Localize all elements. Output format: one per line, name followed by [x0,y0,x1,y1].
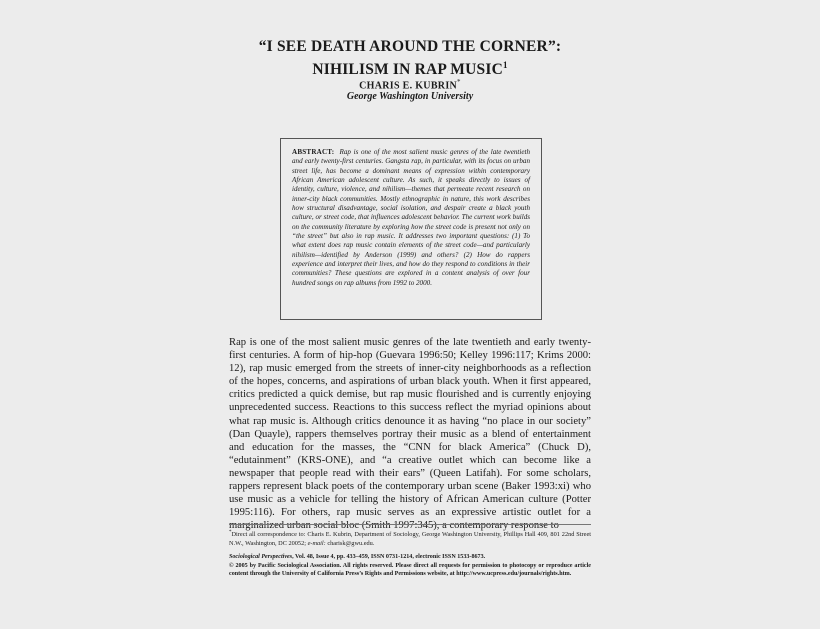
title-line-2 [200,56,620,79]
publication-info [229,553,591,579]
email-address: charisk@gwu.edu. [327,539,375,547]
journal-name: Sociological Perspectives [229,554,293,560]
title-line-1: “I SEE DEATH AROUND THE CORNER”: [258,38,562,55]
footnote-marker: * [229,530,232,535]
title-line-2-text: NIHILISM IN RAP MUSIC [312,61,503,79]
author-affiliation: George Washington University [346,91,474,102]
abstract-label: ABSTRACT: [292,148,335,156]
footnote-divider [229,524,591,525]
author-name [250,78,570,91]
correspondence-footnote [229,529,591,549]
abstract-box [280,138,542,320]
title-footnote-marker: 1 [502,60,508,70]
copyright-notice: © 2005 by Pacific Sociological Association. All rights reserved. Please direct all requests for permission to photocopy or reproduce article content through the University of California Press’s Rights and Permissions website, at http://www.ucpress.edu/journals/rights.htm. [229,562,591,578]
abstract-text [292,148,530,288]
author-name-text: CHARIS E. KUBRIN [359,80,458,92]
journal-citation: , Vol. 48, Issue 4, pp. 433–459, ISSN 0731-1214, electronic ISSN 1533-8673. [292,554,486,560]
abstract-body: Rap is one of the most salient music genres of the late twentieth and early twenty-first centuries. Gangsta rap, in particular, with its focus on urban street life, has become a dominant means of expression within contemporary African American adolescent culture. As such, it speaks directly to issues of identity, culture, violence, and nihilism—themes that permeate recent research on inner-city black communities. Mostly ethnographic in nature, this work describes how structural disadvantage, social isolation, and despair create a black youth culture, or street code, that influences adolescent behavior. The current work builds on the community literature by exploring how the street code is present not only on “the street” but also in rap music. It addresses two important questions: (1) To what extent does rap music contain elements of the street code—and particularly nihilism—identified by Anderson (1999) and others? (2) How do rappers experience and interpret their lives, and how do they respond to conditions in their communities? These questions are explored in a content analysis of over four hundred songs on rap albums from 1992 to 2000. [292,148,531,287]
email-label: e-mail: [307,539,326,547]
footnote-text: Direct all correspondence to: Charis E. Kubrin, Department of Sociology, George Washington University, Phillips Hall 409, 801 22nd Street N.W., Washington, DC 20052; [229,531,591,547]
article-title [200,38,620,79]
author-footnote-marker: * [457,78,461,86]
body-paragraph: Rap is one of the most salient music genres of the late twentieth and early twenty-first centuries. A form of hip-hop (Guevara 1996:50; Kelley 1996:117; Krims 2000: 12), rap music emerged from the streets of inner-city neighborhoods as a reflection of the hopes, concerns, and aspirations of urban black youth. When it first appeared, critics predicted a quick demise, but rap music flourished and is currently enjoying unprecedented success. Reactions to this success reflect the myriad opinions about what rap music is. Although critics denounce it as having “no place in our society” (Dan Quayle), rappers themselves portray their music as a blend of entertainment and education for the masses, the “CNN for black America” (Chuck D), “edutainment” (KRS-ONE), and “a creative outlet which can become like a newspaper that people read with their ears” (Queen Latifah). For some scholars, rappers represent black poets of the contemporary urban scene (Baker 1993:xi) who use music as a vehicle for telling the history of African American culture (Potter 1995:116). For others, rap music serves as an expressive artistic outlet for a marginalized urban social bloc (Smith 1997:345), a contemporary response to [229,337,591,532]
